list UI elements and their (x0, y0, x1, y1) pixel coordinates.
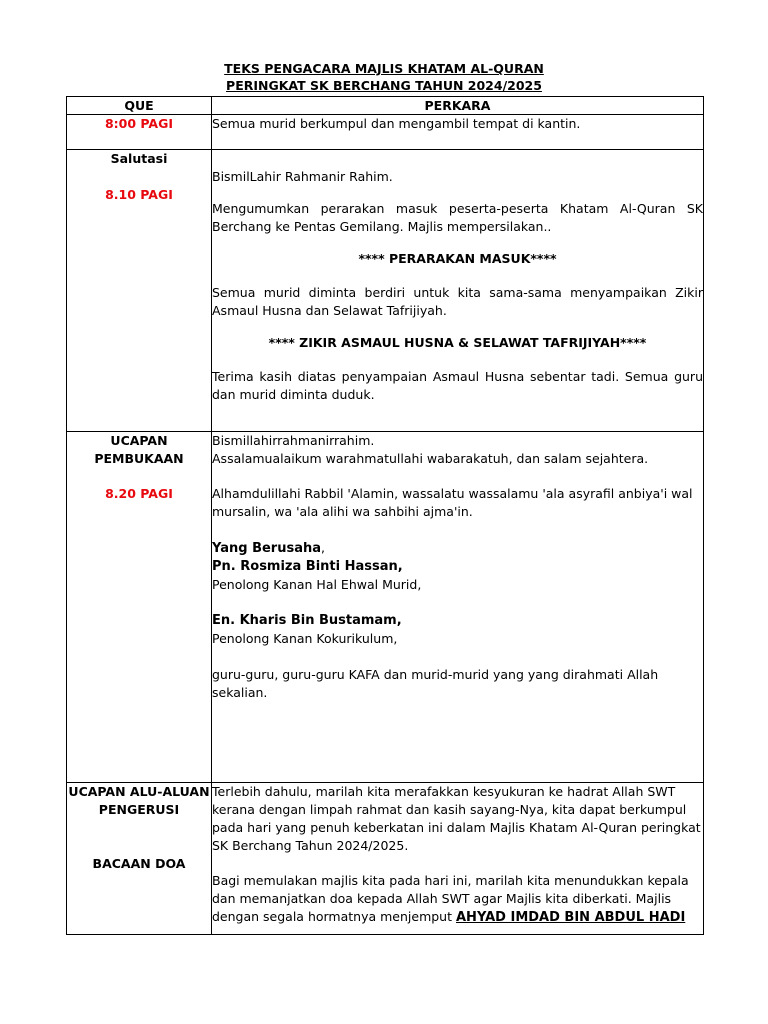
paragraph: Terlebih dahulu, marilah kita merafakkan kesyukuran ke hadrat Allah SWT kerana dengan limpah rahmat dan kasih sayang-Nya, kita dapat berkumpul pada hari yang penuh keberkatan ini dalam Majlis Khatam Al-Quran peringkat SK Berchang Tahun 2024/2025. (212, 784, 701, 853)
time-label: 8.10 PAGI (105, 187, 173, 202)
guest-role: Penolong Kanan Hal Ehwal Murid, (212, 577, 422, 592)
paragraph (212, 872, 703, 927)
header-perkara: PERKARA (212, 97, 704, 115)
table-row (67, 115, 704, 150)
paragraph: Mengumumkan perarakan masuk peserta-peserta Khatam Al-Quran SK Berchang ke Pentas Gemilang. Majlis mempersilakan.. (212, 201, 703, 234)
table-row (67, 783, 704, 935)
time-label: 8.20 PAGI (105, 486, 173, 501)
que-cell (67, 783, 212, 935)
paragraph: Semua murid berkumpul dan mengambil tempat di kantin. (212, 116, 581, 131)
perkara-cell (212, 150, 704, 432)
table-row (67, 432, 704, 783)
perkara-cell (212, 115, 704, 150)
guest-name: Pn. Rosmiza Binti Hassan, (212, 559, 403, 574)
section-heading: **** PERARAKAN MASUK**** (358, 251, 557, 266)
paragraph: Terima kasih diatas penyampaian Asmaul Husna sebentar tadi. Semua guru dan murid diminta duduk. (212, 369, 703, 402)
paragraph: Bismillahirrahmanirrahim. (212, 433, 375, 448)
section-heading: **** ZIKIR ASMAUL HUSNA & SELAWAT TAFRIJIYAH**** (268, 335, 647, 350)
paragraph: Assalamualaikum warahmatullahi wabarakatuh, dan salam sejahtera. (212, 451, 649, 466)
segment-label: UCAPAN PEMBUKAAN (94, 433, 184, 466)
guest-line (212, 539, 703, 558)
guest-name: En. Kharis Bin Bustamam, (212, 613, 402, 628)
invited-name: AHYAD IMDAD BIN ABDUL HADI (456, 910, 686, 925)
paragraph: Semua murid diminta berdiri untuk kita sama-sama menyampaikan Zikir Asmaul Husna dan Selawat Tafrijiyah. (212, 285, 703, 318)
guest-role: Penolong Kanan Kokurikulum, (212, 631, 398, 646)
document-title (0, 60, 768, 94)
que-cell (67, 432, 212, 783)
guest-title-comma: , (321, 540, 325, 555)
invite-text: Bagi memulakan majlis kita pada hari ini, marilah kita menundukkan kepala dan memanjatkan doa kepada Allah SWT agar Majlis kita diberkati. Majlis dengan segala hormatnya menjemput (212, 873, 689, 924)
perkara-cell (212, 432, 704, 783)
title-line-1: TEKS PENGACARA MAJLIS KHATAM AL-QURAN (224, 61, 544, 76)
segment-label: Salutasi (110, 151, 168, 166)
perkara-cell (212, 783, 704, 935)
segment-label: UCAPAN ALU-ALUAN PENGERUSI (68, 784, 210, 817)
segment-label: BACAAN DOA (92, 856, 186, 871)
title-line-2: PERINGKAT SK BERCHANG TAHUN 2024/2025 (226, 78, 542, 93)
que-cell (67, 150, 212, 432)
que-cell (67, 115, 212, 150)
guest-title: Yang Berusaha (212, 541, 322, 556)
paragraph: Alhamdulillahi Rabbil 'Alamin, wassalatu wassalamu 'ala asyrafil anbiya'i wal mursalin, wa 'ala alihi wa sahbihi ajma'in. (212, 486, 693, 519)
program-table (66, 96, 704, 935)
time-label: 8:00 PAGI (104, 116, 174, 131)
table-row (67, 150, 704, 432)
paragraph: BismilLahir Rahmanir Rahim. (212, 169, 393, 184)
table-header-row (67, 97, 704, 115)
header-que: QUE (67, 97, 212, 115)
paragraph: guru-guru, guru-guru KAFA dan murid-murid yang yang dirahmati Allah sekalian. (212, 667, 659, 700)
